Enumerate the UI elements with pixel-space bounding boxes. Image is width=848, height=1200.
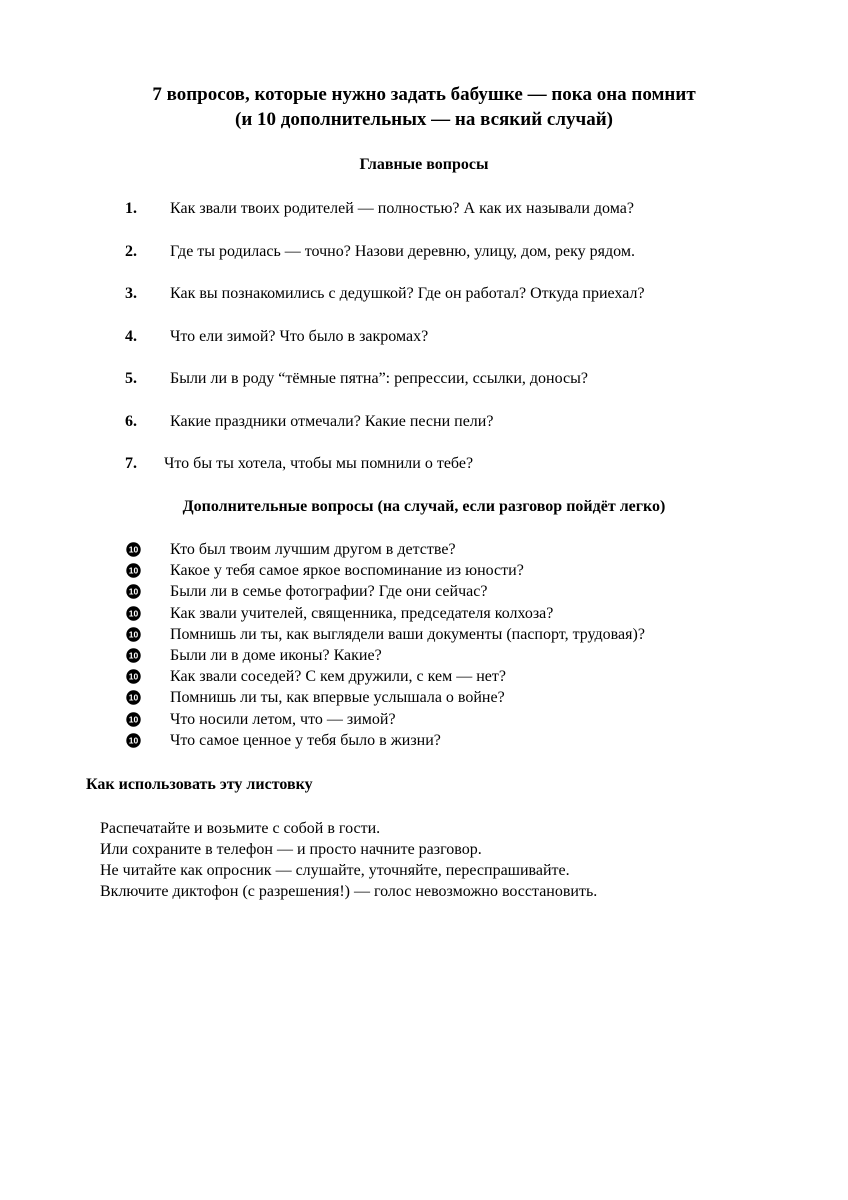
question-number: 3.	[125, 285, 137, 302]
howto-line: Включите диктофон (с разрешения!) — голос невозможно восстановить.	[100, 883, 598, 900]
main-question-item	[0, 242, 848, 285]
extra-question-item	[0, 710, 848, 731]
svg-text:10: 10	[128, 544, 139, 555]
extra-question-item	[0, 582, 848, 603]
howto-heading: Как использовать эту листовку	[86, 776, 313, 793]
extra-question-text: Что самое ценное у тебя было в жизни?	[170, 731, 441, 749]
question-text: Что ели зимой? Что было в закромах?	[170, 327, 429, 345]
extra-question-text: Как звали учителей, священника, председателя колхоза?	[170, 604, 554, 622]
number-ten-bullet-icon	[126, 648, 141, 663]
extra-question-item	[0, 667, 848, 688]
title-line-1: 7 вопросов, которые нужно задать бабушке — пока она помнит	[152, 84, 696, 105]
number-ten-bullet-icon	[126, 584, 141, 599]
number-ten-bullet-icon	[126, 712, 141, 727]
question-text: Что бы ты хотела, чтобы мы помнили о тебе?	[164, 455, 474, 472]
main-question-item	[0, 369, 848, 412]
main-question-item	[0, 327, 848, 370]
question-number: 6.	[125, 412, 137, 430]
howto-line: Или сохраните в телефон — и просто начните разговор.	[100, 841, 482, 858]
title-line-2: (и 10 дополнительных — на всякий случай)	[235, 109, 613, 130]
number-ten-bullet-icon	[126, 563, 141, 578]
extra-questions-heading: Дополнительные вопросы (на случай, если разговор пойдёт легко)	[182, 498, 666, 515]
extra-question-text: Кто был твоим лучшим другом в детстве?	[170, 541, 456, 558]
main-question-item	[0, 284, 848, 327]
question-number: 4.	[125, 327, 137, 345]
extra-question-item	[0, 561, 848, 582]
extra-question-text: Помнишь ли ты, как впервые услышала о войне?	[170, 689, 505, 707]
document-title	[0, 82, 848, 132]
number-ten-bullet-icon	[126, 669, 141, 684]
question-number: 1.	[125, 200, 137, 217]
main-question-item	[0, 412, 848, 455]
extra-question-item	[0, 604, 848, 625]
question-text: Какие праздники отмечали? Какие песни пели?	[170, 412, 494, 430]
extra-question-text: Что носили летом, что — зимой?	[170, 710, 396, 728]
extra-question-text: Как звали соседей? С кем дружили, с кем — нет?	[170, 668, 506, 686]
main-questions-heading: Главные вопросы	[359, 156, 489, 173]
main-questions-list	[0, 199, 848, 497]
question-text: Где ты родилась — точно? Назови деревню, улицу, дом, реку рядом.	[170, 242, 635, 260]
svg-text:10: 10	[128, 629, 139, 640]
extra-question-text: Были ли в доме иконы? Какие?	[170, 646, 382, 664]
extra-question-item	[0, 625, 848, 646]
svg-text:10: 10	[128, 714, 139, 725]
extra-question-item	[0, 688, 848, 709]
howto-line: Распечатайте и возьмите с собой в гости.	[100, 820, 381, 837]
svg-text:10: 10	[128, 565, 139, 576]
number-ten-bullet-icon	[126, 690, 141, 705]
howto-list	[100, 818, 597, 902]
extra-question-item	[0, 646, 848, 667]
extra-question-text: Помнишь ли ты, как выглядели ваши документы (паспорт, трудовая)?	[170, 625, 645, 643]
question-text: Как вы познакомились с дедушкой? Где он работал? Откуда приехал?	[170, 285, 645, 302]
svg-text:10: 10	[128, 586, 139, 597]
svg-text:10: 10	[128, 692, 139, 703]
number-ten-bullet-icon	[126, 606, 141, 621]
extra-question-text: Какое у тебя самое яркое воспоминание из юности?	[170, 562, 524, 580]
extra-question-text: Были ли в семье фотографии? Где они сейчас?	[170, 583, 488, 601]
question-text: Были ли в роду “тёмные пятна”: репрессии, ссылки, доносы?	[170, 370, 588, 387]
svg-text:10: 10	[128, 735, 139, 746]
main-question-item	[0, 454, 848, 497]
howto-line: Не читайте как опросник — слушайте, уточняйте, переспрашивайте.	[100, 862, 570, 879]
number-ten-bullet-icon	[126, 733, 141, 748]
main-question-item	[0, 199, 848, 242]
extra-question-item	[0, 731, 848, 752]
number-ten-bullet-icon	[126, 542, 141, 557]
question-text: Как звали твоих родителей — полностью? А как их называли дома?	[170, 200, 634, 217]
question-number: 5.	[125, 370, 137, 387]
svg-text:10: 10	[128, 650, 139, 661]
extra-questions-list	[0, 540, 848, 752]
number-ten-bullet-icon	[126, 627, 141, 642]
question-number: 7.	[125, 455, 137, 472]
svg-text:10: 10	[128, 608, 139, 619]
extra-question-item	[0, 540, 848, 561]
svg-text:10: 10	[128, 671, 139, 682]
question-number: 2.	[125, 242, 137, 260]
